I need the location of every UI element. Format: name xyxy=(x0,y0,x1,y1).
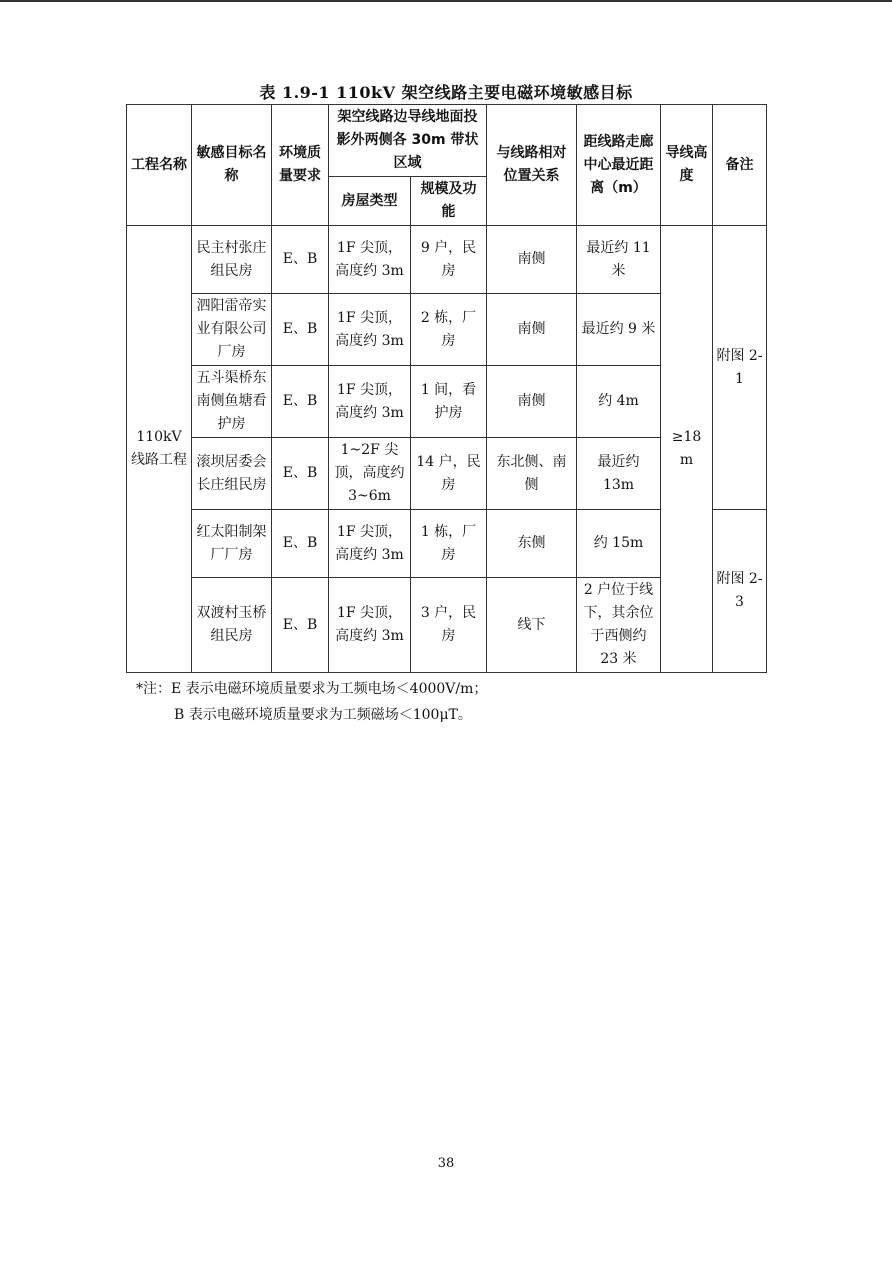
target-cell: 民主村张庄组民房 xyxy=(192,226,272,294)
position-cell: 南侧 xyxy=(487,366,577,438)
target-cell: 泗阳雷帝实业有限公司厂房 xyxy=(192,294,272,366)
quality-cell: E、B xyxy=(272,510,329,578)
scale-cell: 3 户，民房 xyxy=(411,578,487,673)
header-scale: 规模及功能 xyxy=(411,177,487,226)
page-top-rule xyxy=(0,0,892,2)
header-height: 导线高度 xyxy=(661,105,713,226)
header-target: 敏感目标名称 xyxy=(192,105,272,226)
note-line: B 表示电磁环境质量要求为工频磁场＜100μT。 xyxy=(174,707,472,723)
quality-cell: E、B xyxy=(272,438,329,510)
scale-cell: 9 户，民房 xyxy=(411,226,487,294)
remark-cell: 附图 2-3 xyxy=(713,510,767,673)
wire-height-cell: ≥18 m xyxy=(661,226,713,673)
house-type-cell: 1~2F 尖顶，高度约 3~6m xyxy=(329,438,411,510)
target-cell: 双渡村玉桥组民房 xyxy=(192,578,272,673)
quality-cell: E、B xyxy=(272,226,329,294)
page-number: 38 xyxy=(437,1156,455,1171)
note-line: *注：E 表示电磁环境质量要求为工频电场＜4000V/m； xyxy=(136,681,488,697)
header-project: 工程名称 xyxy=(127,105,192,226)
house-type-cell: 1F 尖顶，高度约 3m xyxy=(329,226,411,294)
distance-cell: 最近约 13m xyxy=(577,438,661,510)
position-cell: 南侧 xyxy=(487,294,577,366)
quality-cell: E、B xyxy=(272,578,329,673)
position-cell: 线下 xyxy=(487,578,577,673)
distance-cell: 最近约 9 米 xyxy=(577,294,661,366)
distance-cell: 最近约 11 米 xyxy=(577,226,661,294)
quality-cell: E、B xyxy=(272,366,329,438)
table-title: 表 1.9-1 110kV 架空线路主要电磁环境敏感目标 xyxy=(259,83,633,102)
header-position: 与线路相对位置关系 xyxy=(487,105,577,226)
position-cell: 南侧 xyxy=(487,226,577,294)
distance-cell: 约 4m xyxy=(577,366,661,438)
scale-cell: 1 栋，厂房 xyxy=(411,510,487,578)
position-cell: 东侧 xyxy=(487,510,577,578)
table-row xyxy=(127,226,767,294)
header-house-type: 房屋类型 xyxy=(329,177,411,226)
house-type-cell: 1F 尖顶，高度约 3m xyxy=(329,294,411,366)
position-cell: 东北侧、南侧 xyxy=(487,438,577,510)
distance-cell: 2 户位于线下，其余位于西侧约 23 米 xyxy=(577,578,661,673)
house-type-cell: 1F 尖顶，高度约 3m xyxy=(329,510,411,578)
scale-cell: 2 栋，厂房 xyxy=(411,294,487,366)
sensitive-targets-table xyxy=(126,104,767,673)
remark-cell: 附图 2-1 xyxy=(713,226,767,510)
house-type-cell: 1F 尖顶，高度约 3m xyxy=(329,366,411,438)
header-quality: 环境质量要求 xyxy=(272,105,329,226)
target-cell: 滚坝居委会长庄组民房 xyxy=(192,438,272,510)
header-remark: 备注 xyxy=(713,105,767,226)
distance-cell: 约 15m xyxy=(577,510,661,578)
header-row-1 xyxy=(127,105,767,177)
target-cell: 红太阳制架厂厂房 xyxy=(192,510,272,578)
header-distance: 距线路走廊中心最近距离（m） xyxy=(577,105,661,226)
scale-cell: 1 间，看护房 xyxy=(411,366,487,438)
project-name-cell: 110kV 线路工程 xyxy=(127,226,192,673)
header-zone: 架空线路边导线地面投影外两侧各 30m 带状区域 xyxy=(329,105,487,177)
target-cell: 五斗渠桥东南侧鱼塘看护房 xyxy=(192,366,272,438)
table-notes xyxy=(136,676,487,728)
quality-cell: E、B xyxy=(272,294,329,366)
scale-cell: 14 户，民房 xyxy=(411,438,487,510)
house-type-cell: 1F 尖顶，高度约 3m xyxy=(329,578,411,673)
